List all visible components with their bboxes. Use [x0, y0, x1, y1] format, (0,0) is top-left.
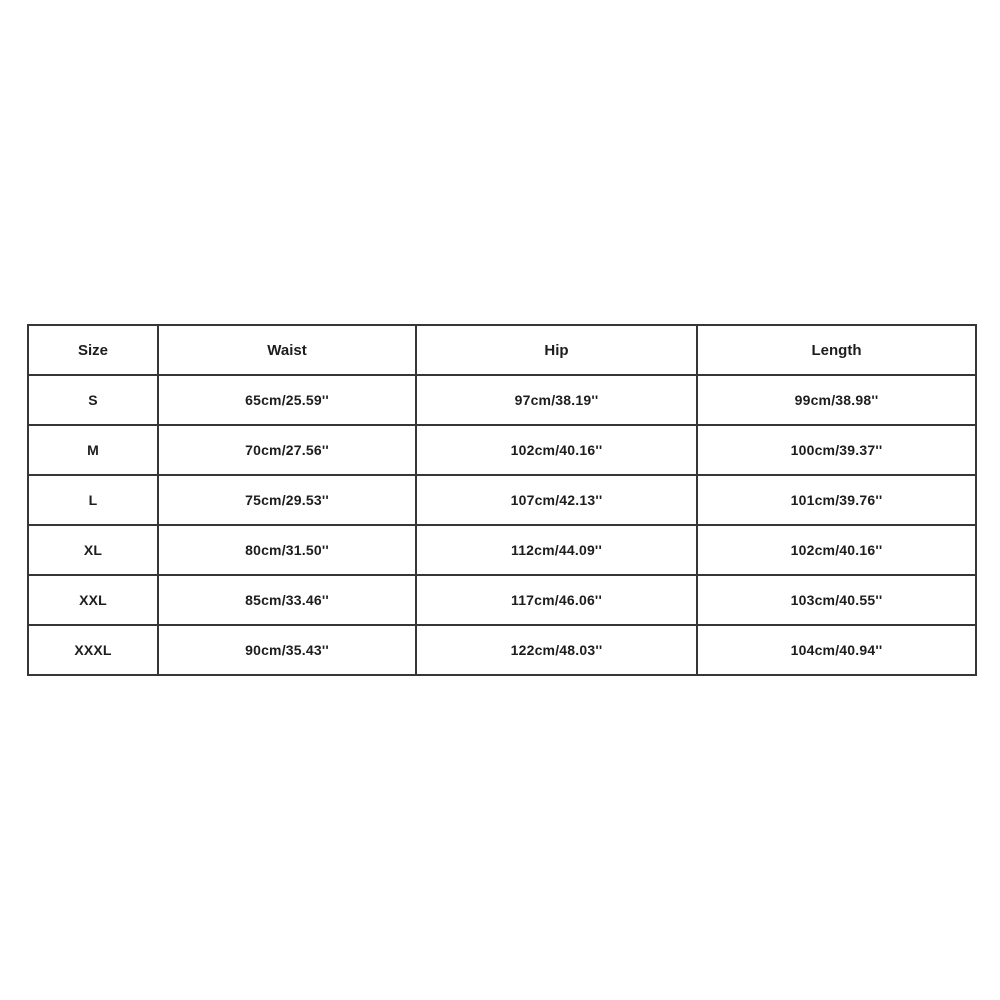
- table-row-xxl: [28, 575, 976, 625]
- waist-cell: 70cm/27.56'': [158, 425, 416, 475]
- table-row-xl: [28, 525, 976, 575]
- header-row: [28, 325, 976, 375]
- size-chart-table: [27, 324, 977, 676]
- size-cell: S: [28, 375, 158, 425]
- size-chart: [27, 324, 975, 675]
- table-row-s: [28, 375, 976, 425]
- size-cell: XXXL: [28, 625, 158, 675]
- waist-cell: 90cm/35.43'': [158, 625, 416, 675]
- table-row-l: [28, 475, 976, 525]
- column-header-waist: Waist: [158, 325, 416, 375]
- length-cell: 100cm/39.37'': [697, 425, 976, 475]
- hip-cell: 102cm/40.16'': [416, 425, 697, 475]
- hip-cell: 122cm/48.03'': [416, 625, 697, 675]
- waist-cell: 75cm/29.53'': [158, 475, 416, 525]
- length-cell: 104cm/40.94'': [697, 625, 976, 675]
- hip-cell: 107cm/42.13'': [416, 475, 697, 525]
- hip-cell: 97cm/38.19'': [416, 375, 697, 425]
- column-header-length: Length: [697, 325, 976, 375]
- hip-cell: 112cm/44.09'': [416, 525, 697, 575]
- waist-cell: 65cm/25.59'': [158, 375, 416, 425]
- column-header-size: Size: [28, 325, 158, 375]
- length-cell: 99cm/38.98'': [697, 375, 976, 425]
- length-cell: 102cm/40.16'': [697, 525, 976, 575]
- waist-cell: 85cm/33.46'': [158, 575, 416, 625]
- size-cell: XXL: [28, 575, 158, 625]
- length-cell: 101cm/39.76'': [697, 475, 976, 525]
- size-cell: M: [28, 425, 158, 475]
- table-row-m: [28, 425, 976, 475]
- length-cell: 103cm/40.55'': [697, 575, 976, 625]
- column-header-hip: Hip: [416, 325, 697, 375]
- size-cell: L: [28, 475, 158, 525]
- size-cell: XL: [28, 525, 158, 575]
- hip-cell: 117cm/46.06'': [416, 575, 697, 625]
- table-row-xxxl: [28, 625, 976, 675]
- waist-cell: 80cm/31.50'': [158, 525, 416, 575]
